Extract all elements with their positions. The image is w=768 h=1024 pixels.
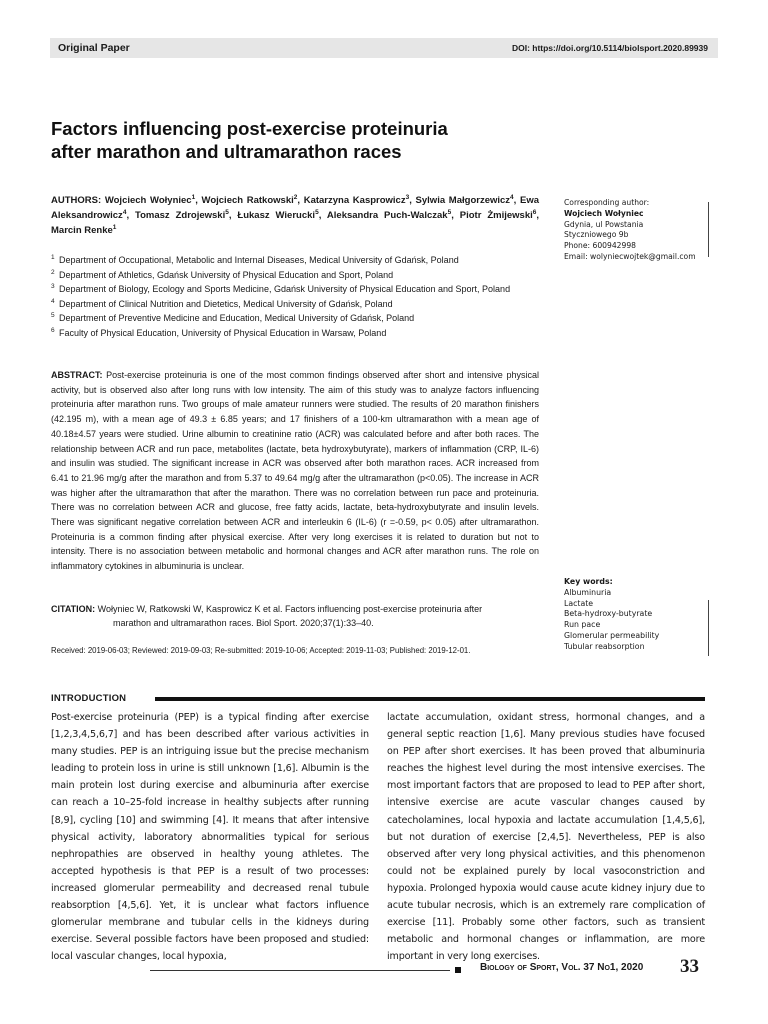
title-line-2: after marathon and ultramarathon races — [51, 141, 402, 162]
intro-column-left: Post-exercise proteinuria (PEP) is a typical finding after exercise [1,2,3,4,5,6,7] and has been described after various activities in many studies. PEP is an intriguing issue but the precise mechanism leading to protein loss in urine is still unknown [1,6]. Albumin is the main protein lost during exercise and albuminuria after exercise can reach a 10–25-fold increase in healthy subjects after running [8,9], cycling [10] and swimming [4]. It means that after intensive physical activity, laboratory abnormalities typical for serious nephropathies are observed in healthy young athletes. The accepted hypothesis is that PEP is a result of two processes: increased glomerular permeability and decreased renal tubule reabsorption [4,5,6]. Yet, it is unclear what factors influence glomerular membrane and tubular cells in the kidneys during exercise. Several possible factors have been proposed and studied: local vascular changes, local hypoxia, — [51, 712, 369, 963]
author-name: Wojciech Wołyniec — [104, 195, 192, 206]
keyword-item: Glomerular permeability — [564, 630, 660, 640]
abstract-text: Post-exercise proteinuria is one of the most common findings observed after short and intensive physical activity, but is observed also after long runs with low intensity. The aim of this study was to analyze factors influencing proteinuria after marathon runs. Two groups of male amateur runners were studied. The results of 20 marathon finishers (42.195 m), with a mean age of 49.3 ± 6.85 years; and 17 finishers of a 100-km ultramarathon with a mean age of 40.18±4.57 years were studied. Urine albumin to creatinine ratio (ACR) was calculated before and after both races. The relationship between ACR and run pace, metabolites (lactate, beta hydroxybutyrate), markers of inflammation (CRP, IL-6) and insulin was studied. The significant increase in ACR was observed after both marathon races. ACR increased from 6.41 to 21.96 mg/g after the marathon and from 5.37 to 49.64 mg/g after the ultramarathon (p<0.05). The increase in ACR was higher after the ultramarathon that after the marathon. There was no correlation between run pace and proteinuria. There was no correlation between ACR and glucose, free fatty acids, lactate, beta-hydroxybutyrate and insulin levels. There was significant negative correlation between ACR and interleukin 6 (IL-6) (r =-0.59, p< 0.05) after ultramarathon. Proteinuria is a common finding after physical exercise. After very long exercises it is related to duration but not to intensity. There is no association between metabolic and hormonal changes and ACR after marathon runs. The role on inflammatory cytokines in albuminuria is unclear. — [51, 370, 539, 572]
abstract-label: ABSTRACT: — [51, 370, 103, 380]
doi-link[interactable]: DOI: https://doi.org/10.5114/biolsport.2020.89939 — [511, 43, 708, 53]
section-label: Original Paper — [58, 42, 130, 54]
author-name: Piotr Żmijewski — [459, 210, 533, 221]
author-affiliation-number: 6 — [532, 208, 537, 216]
corresponding-line: Phone: 600942998 — [564, 241, 636, 251]
header-bar — [50, 38, 718, 58]
corresponding-name: Wojciech Wołyniec — [564, 208, 644, 218]
paper-title — [51, 117, 571, 163]
introduction-heading: INTRODUCTION — [51, 693, 127, 704]
citation-line-2: marathon and ultramarathon races. Biol Sport. 2020;37(1):33–40. — [113, 618, 374, 628]
author-affiliation-number: 3 — [405, 193, 410, 201]
footer-rule — [150, 970, 450, 971]
keyword-item: Run pace — [564, 620, 601, 630]
affiliations-list — [51, 253, 539, 340]
authors-block — [51, 193, 539, 238]
author-name: Tomasz Zdrojewski — [135, 210, 226, 221]
author-name: Ewa Aleksandrowicz — [51, 195, 540, 221]
corresponding-line: Gdynia, ul Powstania — [564, 219, 644, 229]
received-dates: Received: 2019-06-03; Reviewed: 2019-09-03; Re-submitted: 2019-10-06; Accepted: 2019-11-03; Published: 2019-12-01. — [51, 646, 471, 655]
keyword-item: Beta-hydroxy-butyrate — [564, 609, 653, 619]
introduction-rule — [155, 697, 705, 701]
author-name: Łukasz Wierucki — [237, 210, 316, 221]
author-name: Sylwia Małgorzewicz — [415, 195, 511, 206]
authors-list: Wojciech Wołyniec$^1$, Wojciech Ratkowski$^2$, Katarzyna Kasprowicz$^3$, Sylwia Małgorzewicz$^4$, Ewa Aleksandrowicz$^4$, Tomasz Zdrojewski$^5$, Łukasz Wierucki$^5$, Aleksandra Puch-Walczak$^5$, Piotr Żmijewski$^6$, Marcin Renke$^1$ — [51, 193, 540, 236]
affiliation-item: 4 Department of Clinical Nutrition and Dietetics, Medical University of Gdańsk, Poland — [51, 297, 393, 309]
authors-label: AUTHORS: — [51, 195, 102, 206]
footer-square-icon — [455, 967, 461, 973]
sidebar-divider — [708, 202, 709, 257]
citation-line-1: Wołyniec W, Ratkowski W, Kasprowicz K et al. Factors influencing post-exercise proteinuria after — [97, 604, 483, 614]
author-name: Aleksandra Puch-Walczak — [326, 210, 448, 221]
affiliation-item: 1 Department of Occupational, Metabolic and Internal Diseases, Medical University of Gdańsk, Poland — [51, 254, 459, 265]
author-affiliation-number: 1 — [191, 193, 196, 201]
keywords-block — [564, 577, 714, 653]
author-name: Marcin Renke — [51, 225, 113, 236]
title-line-1: Factors influencing post-exercise proteinuria — [51, 118, 448, 139]
corresponding-label: Corresponding author: — [564, 198, 650, 207]
journal-footer: Biology of Sport, Vol. 37 No1, 2020 — [480, 962, 644, 973]
keyword-item: Albuminuria — [564, 587, 612, 597]
abstract — [51, 368, 539, 574]
keyword-item: Tubular reabsorption — [564, 641, 645, 651]
corresponding-line: Styczniowego 9b — [564, 230, 629, 240]
keyword-item: Lactate — [564, 598, 594, 608]
author-affiliation-number: 5 — [447, 208, 452, 216]
author-affiliation-number: 5 — [315, 208, 319, 216]
citation — [51, 602, 539, 630]
page-number: 33 — [680, 956, 699, 977]
intro-column-right: lactate accumulation, oxidant stress, hormonal changes, and a general septic reaction [1,6]. Many previous studies have focused on PEP after short exercises. It has been proved that albuminuria reaches the highest level during the most intensive exercises. The most important factors that are proposed to lead to PEP after short, intensive exercise are acute vascular changes caused by catecholamines, local hypoxia and lactate accumulation [1,4,5,6], but not duration of exercise [2,4,5]. Nevertheless, PEP is also observed after very long physical activities, and this phenomenon could not be explained purely by local vasoconstriction and hypoxia. Prolonged hypoxia would cause acute kidney injury due to acute tubular necrosis, which is an extremely rare complication of exercise [11]. Probably some other factors, such as transient metabolic and hormonal changes or inflammation, are more important in very long exercises. — [387, 712, 705, 963]
author-name: Wojciech Ratkowski — [201, 195, 294, 206]
corresponding-author — [564, 198, 714, 263]
affiliation-item: 3 Department of Biology, Ecology and Sports Medicine, Gdańsk University of Physical Education and Sport, Poland — [51, 283, 511, 294]
author-affiliation-number: 4 — [122, 208, 127, 216]
keywords-label: Key words: — [564, 577, 613, 586]
keywords-divider — [708, 600, 709, 656]
affiliation-item: 2 Department of Athletics, Gdańsk University of Physical Education and Sport, Poland — [51, 268, 394, 280]
author-affiliation-number: 4 — [510, 193, 514, 201]
affiliation-item: 6 Faculty of Physical Education, University of Physical Education in Warsaw, Poland — [51, 326, 387, 338]
corresponding-email[interactable]: Email: wolyniecwojtek@gmail.com — [564, 251, 696, 261]
author-affiliation-number: 2 — [293, 193, 298, 201]
author-name: Katarzyna Kasprowicz — [303, 195, 406, 206]
citation-label: CITATION: — [51, 604, 96, 614]
author-affiliation-number: 5 — [225, 208, 229, 216]
affiliation-item: 5 Department of Preventive Medicine and Education, Medical University of Gdańsk, Poland — [51, 312, 415, 323]
author-affiliation-number: 1 — [112, 223, 117, 231]
